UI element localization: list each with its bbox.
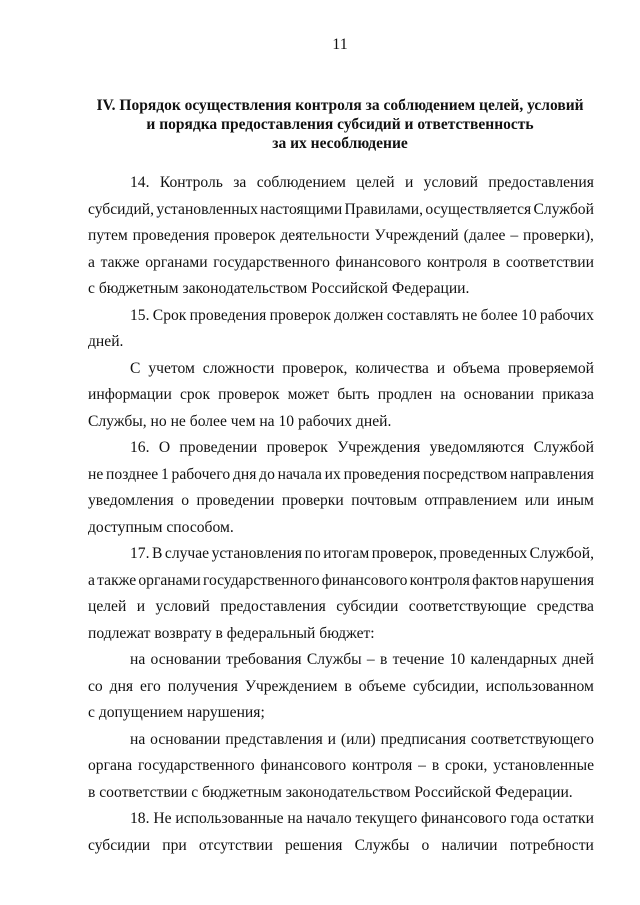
paragraph [88,435,594,541]
text-line: целей и условий предоставления субсидии соответствующие средства [88,598,594,615]
paragraph [88,303,594,356]
text-line: субсидий, установленных настоящими Правилами, осуществляется Службой [88,200,594,218]
text-line: 14. Контроль за соблюдением целей и условий предоставления [130,174,594,191]
text-line: 18. Не использованные на начало текущего финансового года остатки [130,810,594,827]
text-line: 17. В случае установления по итогам проверок, проведенных Службой, [130,545,594,562]
text-line: 15. Срок проведения проверок должен составлять не более 10 рабочих [130,306,594,324]
text-line: информации срок проверок может быть продлен на основании приказа [88,386,594,403]
text-line: а также органами государственного финансового контроля фактов нарушения [88,571,594,589]
text-line: доступным способом. [88,518,234,536]
heading-line: за их несоблюдение [272,135,408,152]
text-line: органа государственного финансового контроля – в сроки, установленные [88,757,594,774]
text-line: подлежат возврату в федеральный бюджет: [88,624,375,642]
text-line: дней. [88,333,124,350]
text-line: с допущением нарушения; [88,704,265,721]
text-line: а также органами государственного финансового контроля в соответствии [88,253,594,271]
text-line: на основании представления и (или) предписания соответствующего [130,730,594,748]
text-line: не позднее 1 рабочего дня до начала их проведения посредством направления [88,465,594,483]
section-heading [90,96,590,153]
text-line: уведомления о проведении проверки почтовым отправлением или иным [88,492,594,509]
paragraph [88,170,594,303]
paragraph [88,541,594,647]
text-line: со дня его получения Учреждением в объеме субсидии, использованном [88,677,594,695]
paragraph [88,356,594,436]
text-line: 16. О проведении проверок Учреждения уведомляются Службой [130,439,594,456]
text-line: с бюджетным законодательством Российской Федерации. [88,280,470,297]
text-line: С учетом сложности проверок, количества и объема проверяемой [130,359,594,377]
paragraph [88,727,594,807]
text-line: в соответствии с бюджетным законодательством Российской Федерации. [88,783,573,801]
paragraph [88,647,594,727]
document-body [88,170,594,859]
paragraph [88,806,594,859]
text-line: на основании требования Службы – в течение 10 календарных дней [130,651,594,668]
page-number: 11 [332,36,348,53]
heading-line: IV. Порядок осуществления контроля за соблюдением целей, условий [96,97,584,114]
text-line: субсидии при отсутствии решения Службы о наличии потребности [88,836,594,854]
text-line: Службы, но не более чем на 10 рабочих дней. [88,412,392,430]
heading-line: и порядка предоставления субсидий и ответственность [146,116,534,133]
text-line: путем проведения проверок деятельности Учреждений (далее – проверки), [88,227,594,244]
